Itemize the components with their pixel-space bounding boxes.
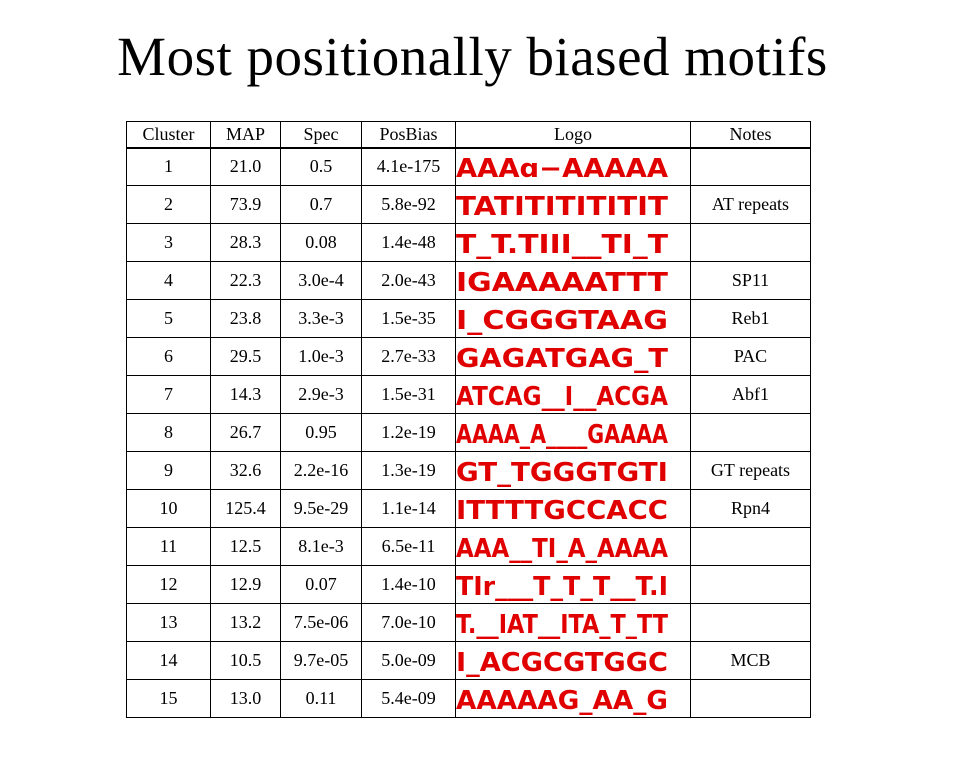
sequence-logo-text: AAAAAG_AA_G [456,685,668,716]
table-row [127,186,811,224]
posbias-cell: 7.0e-10 [362,604,456,642]
sequence-logo [456,150,670,184]
spec-cell: 0.08 [281,224,362,262]
map-cell: 73.9 [211,186,281,224]
logo-cell [456,262,691,300]
spec-cell: 3.0e-4 [281,262,362,300]
header-cluster: Cluster [127,122,211,148]
notes-cell: Reb1 [691,300,811,338]
header-map: MAP [211,122,281,148]
posbias-cell: 1.5e-31 [362,376,456,414]
cluster-cell: 15 [127,680,211,718]
sequence-logo [456,454,670,488]
cluster-cell: 3 [127,224,211,262]
spec-cell: 0.5 [281,148,362,186]
sequence-logo [456,606,670,640]
sequence-logo-text: TIr___T_T_T__T.I [456,571,668,602]
logo-cell [456,604,691,642]
map-cell: 21.0 [211,148,281,186]
spec-cell: 9.7e-05 [281,642,362,680]
cluster-cell: 1 [127,148,211,186]
logo-cell [456,452,691,490]
map-cell: 125.4 [211,490,281,528]
notes-cell [691,604,811,642]
table-row [127,414,811,452]
sequence-logo-text: I_CGGGTAAG [456,305,668,336]
header-notes: Notes [691,122,811,148]
sequence-logo [456,530,670,564]
cluster-cell: 7 [127,376,211,414]
table-row [127,642,811,680]
table-row [127,376,811,414]
cluster-cell: 12 [127,566,211,604]
table-row [127,262,811,300]
logo-cell [456,414,691,452]
posbias-cell: 2.7e-33 [362,338,456,376]
sequence-logo-text: GT_TGGGTGTI [456,457,668,488]
sequence-logo-text: GAGATGAG_T [456,343,669,374]
table-row [127,338,811,376]
logo-cell [456,338,691,376]
table-row [127,604,811,642]
sequence-logo [456,568,670,602]
sequence-logo-text: AAAɑ−AAAAA [456,153,668,184]
map-cell: 28.3 [211,224,281,262]
logo-cell [456,224,691,262]
map-cell: 14.3 [211,376,281,414]
posbias-cell: 2.0e-43 [362,262,456,300]
posbias-cell: 1.2e-19 [362,414,456,452]
posbias-cell: 5.0e-09 [362,642,456,680]
page-title: Most positionally biased motifs [117,26,828,87]
spec-cell: 3.3e-3 [281,300,362,338]
cluster-cell: 6 [127,338,211,376]
posbias-cell: 6.5e-11 [362,528,456,566]
map-cell: 12.5 [211,528,281,566]
sequence-logo-text: ATCAG__I__ACGA [456,381,668,412]
posbias-cell: 4.1e-175 [362,148,456,186]
logo-cell [456,300,691,338]
map-cell: 26.7 [211,414,281,452]
logo-cell [456,680,691,718]
cluster-cell: 14 [127,642,211,680]
cluster-cell: 10 [127,490,211,528]
map-cell: 10.5 [211,642,281,680]
notes-cell [691,148,811,186]
notes-cell: AT repeats [691,186,811,224]
spec-cell: 1.0e-3 [281,338,362,376]
sequence-logo-text: AAAA_A____GAAAA [456,419,668,450]
map-cell: 22.3 [211,262,281,300]
notes-cell: MCB [691,642,811,680]
notes-cell [691,566,811,604]
notes-cell: PAC [691,338,811,376]
map-cell: 32.6 [211,452,281,490]
map-cell: 13.2 [211,604,281,642]
notes-cell [691,528,811,566]
sequence-logo [456,188,670,222]
sequence-logo [456,264,670,298]
sequence-logo-text: T_T.TIII__TI_T [456,229,669,260]
sequence-logo-text: IGAAAAATTT [456,267,669,298]
notes-cell [691,224,811,262]
table-row [127,300,811,338]
spec-cell: 2.2e-16 [281,452,362,490]
spec-cell: 0.7 [281,186,362,224]
table-row [127,452,811,490]
posbias-cell: 1.5e-35 [362,300,456,338]
table-row [127,490,811,528]
map-cell: 13.0 [211,680,281,718]
spec-cell: 9.5e-29 [281,490,362,528]
notes-cell [691,414,811,452]
table-row [127,224,811,262]
spec-cell: 0.07 [281,566,362,604]
sequence-logo [456,378,670,412]
spec-cell: 7.5e-06 [281,604,362,642]
table-header-row [127,122,811,148]
sequence-logo [456,492,670,526]
sequence-logo [456,340,670,374]
cluster-cell: 2 [127,186,211,224]
sequence-logo-text: I_ACGCGTGGC [456,647,668,678]
header-spec: Spec [281,122,362,148]
logo-cell [456,376,691,414]
posbias-cell: 1.1e-14 [362,490,456,528]
notes-cell: Abf1 [691,376,811,414]
table-row [127,680,811,718]
header-logo: Logo [456,122,691,148]
cluster-cell: 4 [127,262,211,300]
cluster-cell: 13 [127,604,211,642]
logo-cell [456,186,691,224]
logo-cell [456,148,691,186]
logo-cell [456,528,691,566]
spec-cell: 2.9e-3 [281,376,362,414]
sequence-logo [456,644,670,678]
table-row [127,148,811,186]
header-posbias: PosBias [362,122,456,148]
sequence-logo [456,302,670,336]
notes-cell: Rpn4 [691,490,811,528]
cluster-cell: 5 [127,300,211,338]
posbias-cell: 1.4e-48 [362,224,456,262]
sequence-logo [456,682,670,716]
sequence-logo-text: ITTTTGCCACC [456,495,668,526]
spec-cell: 0.11 [281,680,362,718]
notes-cell [691,680,811,718]
notes-cell: SP11 [691,262,811,300]
cluster-cell: 11 [127,528,211,566]
sequence-logo-text: TATITITITITIT [456,191,669,222]
posbias-cell: 1.4e-10 [362,566,456,604]
logo-cell [456,566,691,604]
cluster-cell: 9 [127,452,211,490]
cluster-cell: 8 [127,414,211,452]
posbias-cell: 1.3e-19 [362,452,456,490]
posbias-cell: 5.4e-09 [362,680,456,718]
logo-cell [456,490,691,528]
table-row [127,528,811,566]
logo-cell [456,642,691,680]
sequence-logo [456,416,670,450]
map-cell: 12.9 [211,566,281,604]
table-row [127,566,811,604]
spec-cell: 8.1e-3 [281,528,362,566]
notes-cell: GT repeats [691,452,811,490]
spec-cell: 0.95 [281,414,362,452]
sequence-logo [456,226,670,260]
motif-table [126,121,811,718]
sequence-logo-text: T.__IAT__ITA_T_TT [456,609,669,640]
sequence-logo-text: AAA__TI_A_AAAA [456,533,668,564]
map-cell: 29.5 [211,338,281,376]
posbias-cell: 5.8e-92 [362,186,456,224]
map-cell: 23.8 [211,300,281,338]
